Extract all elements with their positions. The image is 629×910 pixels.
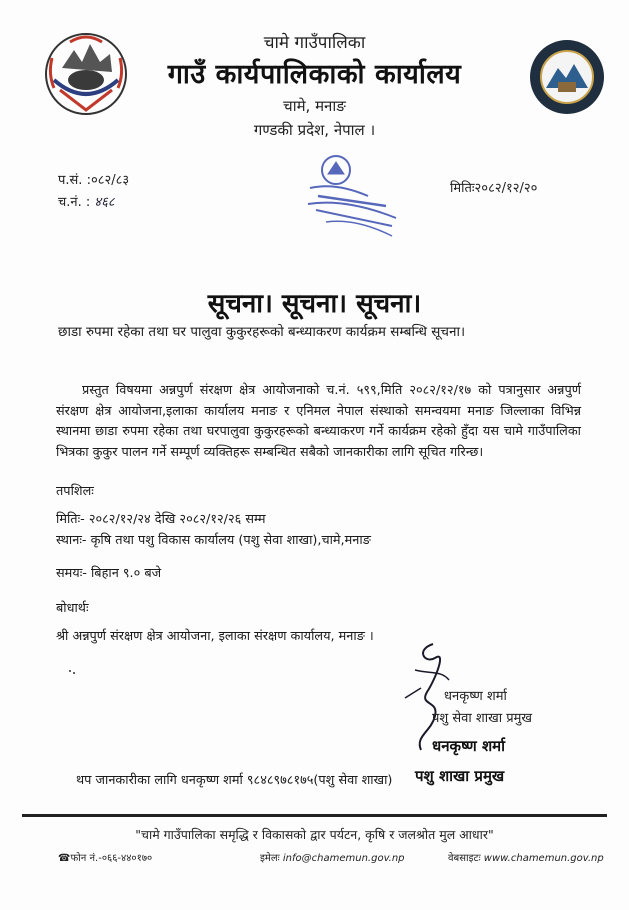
contact-info-line: थप जानकारीका लागि धनकृष्ण शर्मा ९८४८९७८१७५(पशु सेवा शाखा) [76, 773, 393, 788]
email-label: इमेलः [260, 853, 280, 864]
notice-title: सूचना। सूचना। सूचना। [207, 289, 422, 319]
office-stamp [296, 148, 416, 243]
cc-heading: बोधार्थः [56, 601, 89, 616]
footer-phone: ☎फोन नं.-०६६-४४०१७० [58, 853, 153, 864]
email-link[interactable]: info@chamemun.gov.np [282, 853, 405, 864]
program-time: समयः- बिहान ९.० बजे [56, 566, 162, 581]
reference-number: प.सं. :०८२/८३ [58, 173, 130, 188]
cc-recipient: श्री अन्नपुर्ण संरक्षण क्षेत्र आयोजना, इलाका संरक्षण कार्यालय, मनाङ । [56, 629, 374, 644]
footer-website [448, 850, 604, 864]
letter-date: मितिः२०८२/१२/२० [450, 181, 538, 196]
office-location: चामे, मनाङ [283, 97, 346, 115]
signatory-title: पशु सेवा शाखा प्रमुख [432, 711, 533, 726]
program-location: स्थानः- कृषि तथा पशु विकास कार्यालय (पशु सेवा शाखा),चामे,मनाङ [56, 533, 371, 548]
ink-dots [68, 668, 76, 676]
dispatch-value: ४६८ [94, 195, 115, 210]
dispatch-number [58, 192, 115, 210]
details-heading: तपशिलः [56, 484, 94, 499]
program-date: मितिः- २०८२/१२/२४ देखि २०८२/१२/२६ सम्म [56, 512, 266, 527]
signatory-name: धनकृष्ण शर्मा [444, 689, 507, 704]
signatory-stamp-title: पशु शाखा प्रमुख [415, 767, 505, 785]
municipality-name: चामे गाउँपालिका [263, 33, 366, 53]
province-line: गण्डकी प्रदेश, नेपाल । [253, 121, 376, 139]
office-title: गाउँ कार्यपालिकाको कार्यालय [167, 59, 462, 90]
footer-motto: "चामे गाउँपालिका समृद्धि र विकासको द्वार पर्यटन, कृषि र जलश्रोत मुल आधार" [135, 827, 494, 842]
signatory-stamp-name: धनकृष्ण शर्मा [432, 737, 506, 755]
dispatch-label: च.नं. : [58, 195, 91, 210]
footer-divider [22, 814, 607, 817]
footer-email [260, 850, 405, 864]
notice-body: प्रस्तुत विषयमा अन्नपुर्ण संरक्षण क्षेत्र आयोजनाको च.नं. ५९९,मिति २०८२/१२/१७ को पत्रानुसार अन्नपुर्ण संरक्षण क्षेत्र आयोजना,इलाका कार्यालय मनाङ र एनिमल नेपाल संस्थाको समन्वयमा मनाङ जिल्लाका विभिन्न स्थानमा छाडा रुपमा रहेका तथा घरपालुवा कुकुरहरूको बन्ध्याकरण गर्ने कार्यक्रम रहेको हुँदा यस चामे गाउँपालिका भित्रका कुकुर पालन गर्ने सम्पूर्ण व्यक्तिहरू सम्बन्धित सबैको जानकारीका लागि सूचित गरिन्छ। [56, 383, 581, 460]
notice-subject: छाडा रुपमा रहेका तथा घर पालुवा कुकुरहरूको बन्ध्याकरण कार्यक्रम सम्बन्धि सूचना। [58, 324, 466, 340]
website-link[interactable]: www.chamemun.gov.np [483, 853, 604, 864]
website-label: वेबसाइटः [448, 853, 481, 864]
municipality-logo-icon [528, 38, 606, 116]
